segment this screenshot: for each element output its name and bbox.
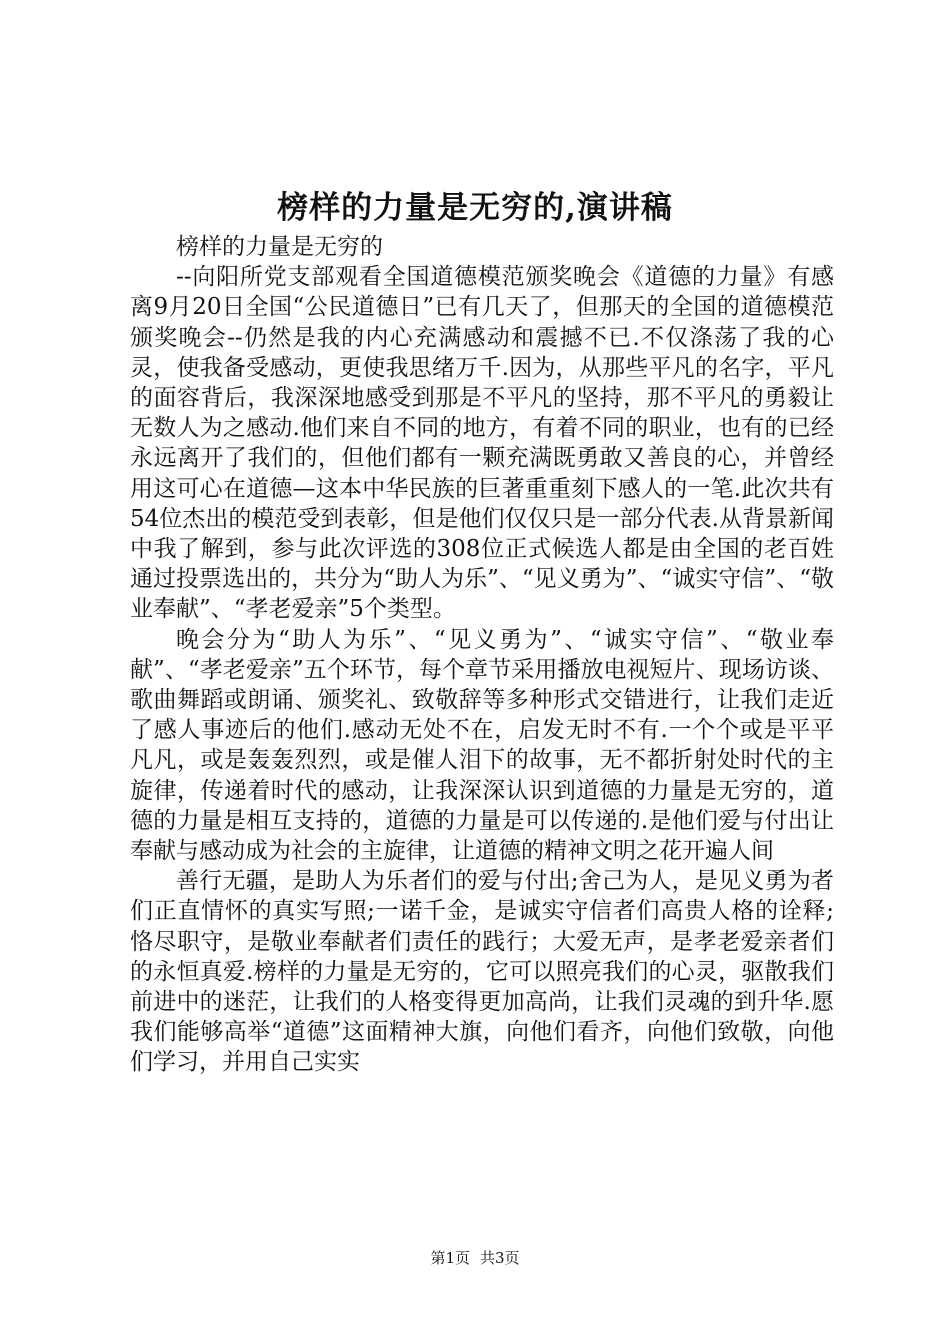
page-number: 第1页 bbox=[430, 1249, 470, 1267]
body-paragraph-2: 晚会分为“助人为乐”、“见义勇为”、“诚实守信”、“敬业奉献”、“孝老爱亲”五个环节，每个章节采用播放电视短片、现场访谈、歌曲舞蹈或朗诵、颁奖礼、致敬辞等多种形式交错进行，让我们走近了感人事迹后的他们.感动无处不在，启发无时不有.一个个或是平平凡凡，或是轰轰烈烈，或是催人泪下的故事，无不都折射处时代的主旋律，传递着时代的感动，让我深深认识到道德的力量是无穷的，道德的力量是相互支持的，道德的力量是可以传递的.是他们爱与付出让奉献与感动成为社会的主旋律，让道德的精神文明之花开遍人间 bbox=[130, 626, 834, 865]
page-footer bbox=[0, 1248, 950, 1268]
body-paragraph-3: 善行无疆，是助人为乐者们的爱与付出;舍己为人，是见义勇为者们正直情怀的真实写照;一诺千金，是诚实守信者们高贵人格的诠释;恪尽职守，是敬业奉献者们责任的践行；大爱无声，是孝老爱亲者们的永恒真爱.榜样的力量是无穷的，它可以照亮我们的心灵，驱散我们前进中的迷茫，让我们的人格变得更加高尚，让我们灵魂的到升华.愿我们能够高举“道德”这面精神大旗，向他们看齐，向他们致敬，向他们学习，并用自己实实 bbox=[130, 868, 834, 1076]
page-total: 共3页 bbox=[480, 1249, 520, 1267]
document-title: 榜样的力量是无穷的,演讲稿 bbox=[277, 190, 673, 226]
subtitle-paragraph: 榜样的力量是无穷的 bbox=[176, 234, 383, 260]
document-body bbox=[130, 232, 834, 1078]
body-paragraph-1: --向阳所党支部观看全国道德模范颁奖晚会《道德的力量》有感离9月20日全国“公民道德日”已有几天了，但那天的全国的道德模范颁奖晚会--仍然是我的内心充满感动和震撼不已.不仅涤荡了我的心灵，使我备受感动，更使我思绪万千.因为，从那些平凡的名字，平凡的面容背后，我深深地感受到那是不平凡的坚持，那不平凡的勇毅让无数人为之感动.他们来自不同的地方，有着不同的职业，也有的已经永远离开了我们的，但他们都有一颗充满既勇敢又善良的心，并曾经用这可心在道德—这本中华民族的巨著重重刻下感人的一笔.此次共有54位杰出的模范受到表彰，但是他们仅仅只是一部分代表.从背景新闻中我了解到，参与此次评选的308位正式候选人都是由全国的老百姓通过投票选出的，共分为“助人为乐”、“见义勇为”、“诚实守信”、“敬业奉献”、“孝老爱亲”5个类型。 bbox=[130, 264, 834, 623]
